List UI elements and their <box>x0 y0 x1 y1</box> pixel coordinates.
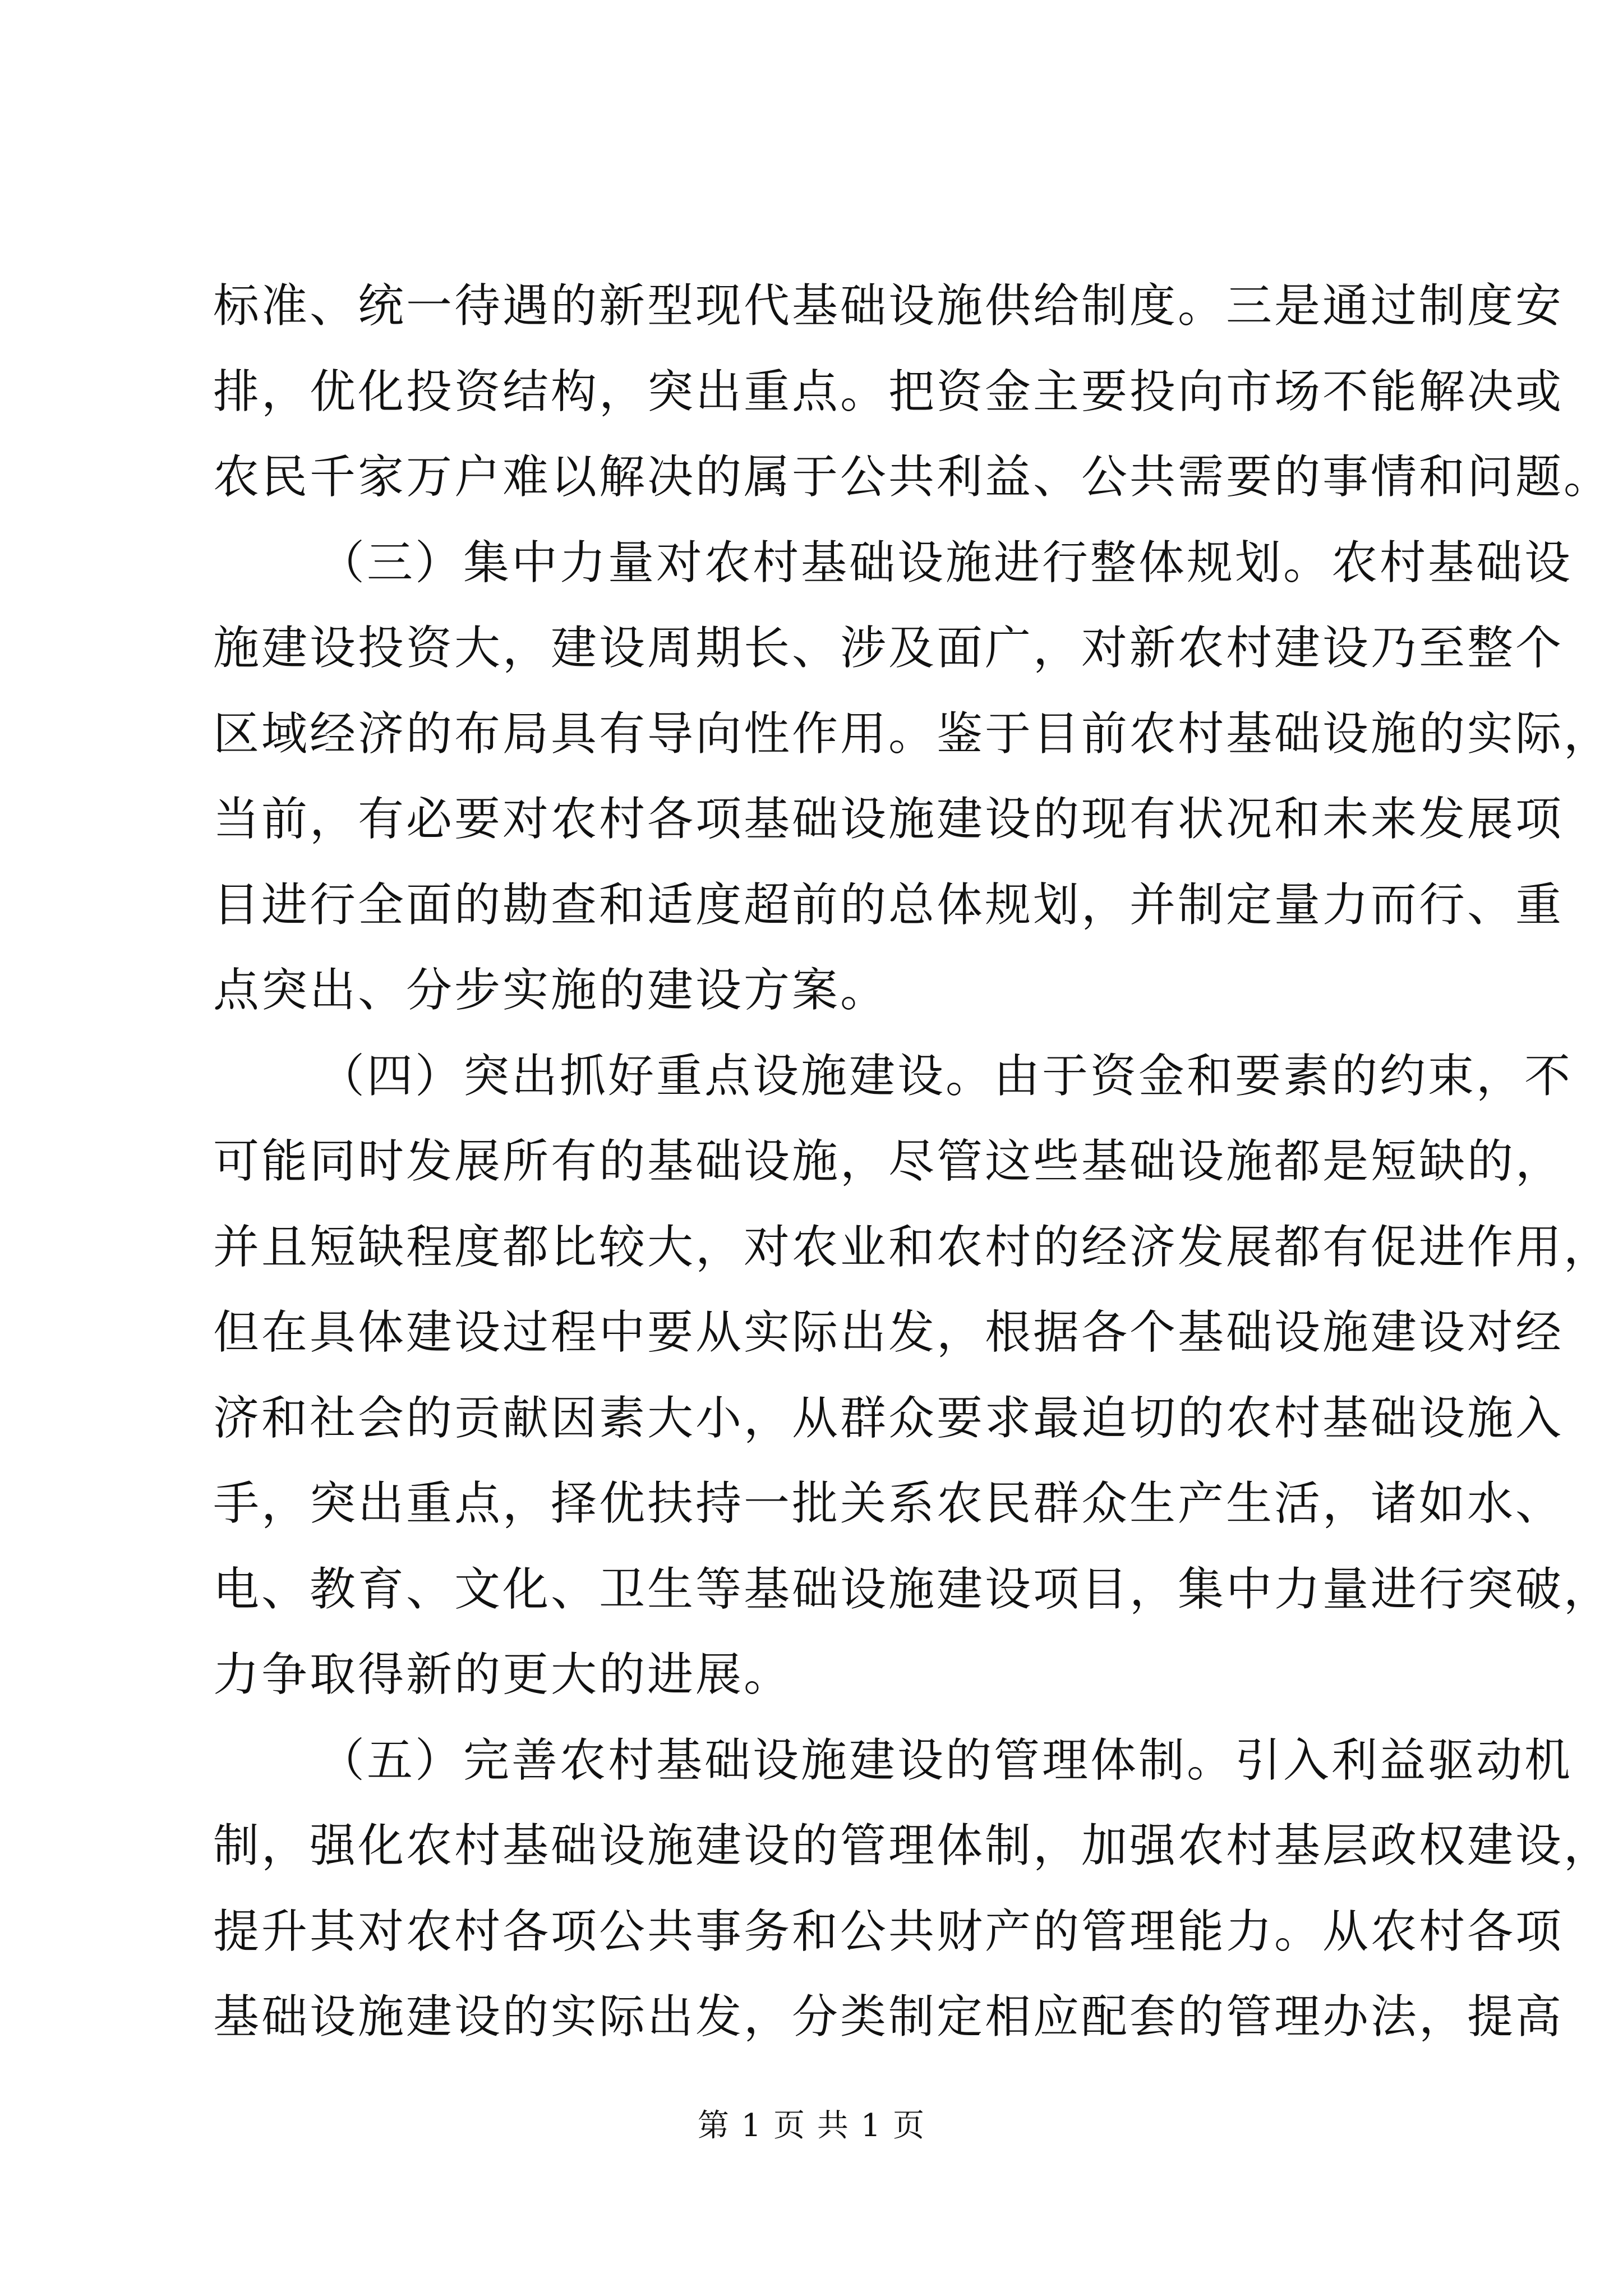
section-heading-line: （五）完善农村基础设施建设的管理体制。引入利益驱动机 <box>319 1733 1573 1787</box>
text-line: 并且短缺程度都比较大，对农业和农村的经济发展都有促进作用， <box>213 1220 1612 1274</box>
text-line: 点突出、分步实施的建设方案。 <box>213 964 889 1017</box>
text-line: 手，突出重点，择优扶持一批关系农民群众生产生活，诸如水、 <box>213 1477 1564 1530</box>
text-line: 标准、统一待遇的新型现代基础设施供给制度。三是通过制度安 <box>213 279 1564 333</box>
text-line: 制，强化农村基础设施建设的管理体制，加强农村基层政权建设， <box>213 1819 1612 1872</box>
text-line: 力争取得新的更大的进展。 <box>213 1648 792 1701</box>
text-line: 农民千家万户难以解决的属于公共利益、公共需要的事情和问题。 <box>213 450 1612 504</box>
text-line: 当前，有必要对农村各项基础设施建设的现有状况和未来发展项 <box>213 793 1564 846</box>
section-heading-line: （四）突出抓好重点设施建设。由于资金和要素的约束，不 <box>319 1049 1573 1103</box>
page-footer <box>0 2106 1623 2146</box>
text-line: 电、教育、文化、卫生等基础设施建设项目，集中力量进行突破， <box>213 1562 1612 1616</box>
text-line: 济和社会的贡献因素大小，从群众要求最迫切的农村基础设施入 <box>213 1391 1564 1445</box>
text-line: 施建设投资大，建设周期长、涉及面广，对新农村建设乃至整个 <box>213 622 1564 675</box>
text-line: 目进行全面的勘查和适度超前的总体规划，并制定量力而行、重 <box>213 878 1564 932</box>
text-line: 排，优化投资结构，突出重点。把资金主要投向市场不能解决或 <box>213 365 1564 418</box>
text-line: 区域经济的布局具有导向性作用。鉴于目前农村基础设施的实际， <box>213 707 1612 761</box>
text-line: 基础设施建设的实际出发，分类制定相应配套的管理办法，提高 <box>213 1990 1564 2044</box>
text-line: 但在具体建设过程中要从实际出发，根据各个基础设施建设对经 <box>213 1306 1564 1359</box>
section-heading-line: （三）集中力量对农村基础设施进行整体规划。农村基础设 <box>319 536 1573 590</box>
text-line: 提升其对农村各项公共事务和公共财产的管理能力。从农村各项 <box>213 1904 1564 1958</box>
text-line: 可能同时发展所有的基础设施，尽管这些基础设施都是短缺的， <box>213 1135 1564 1188</box>
body-text <box>213 264 1612 2060</box>
page-number-label: 第 1 页 共 1 页 <box>697 2108 926 2144</box>
